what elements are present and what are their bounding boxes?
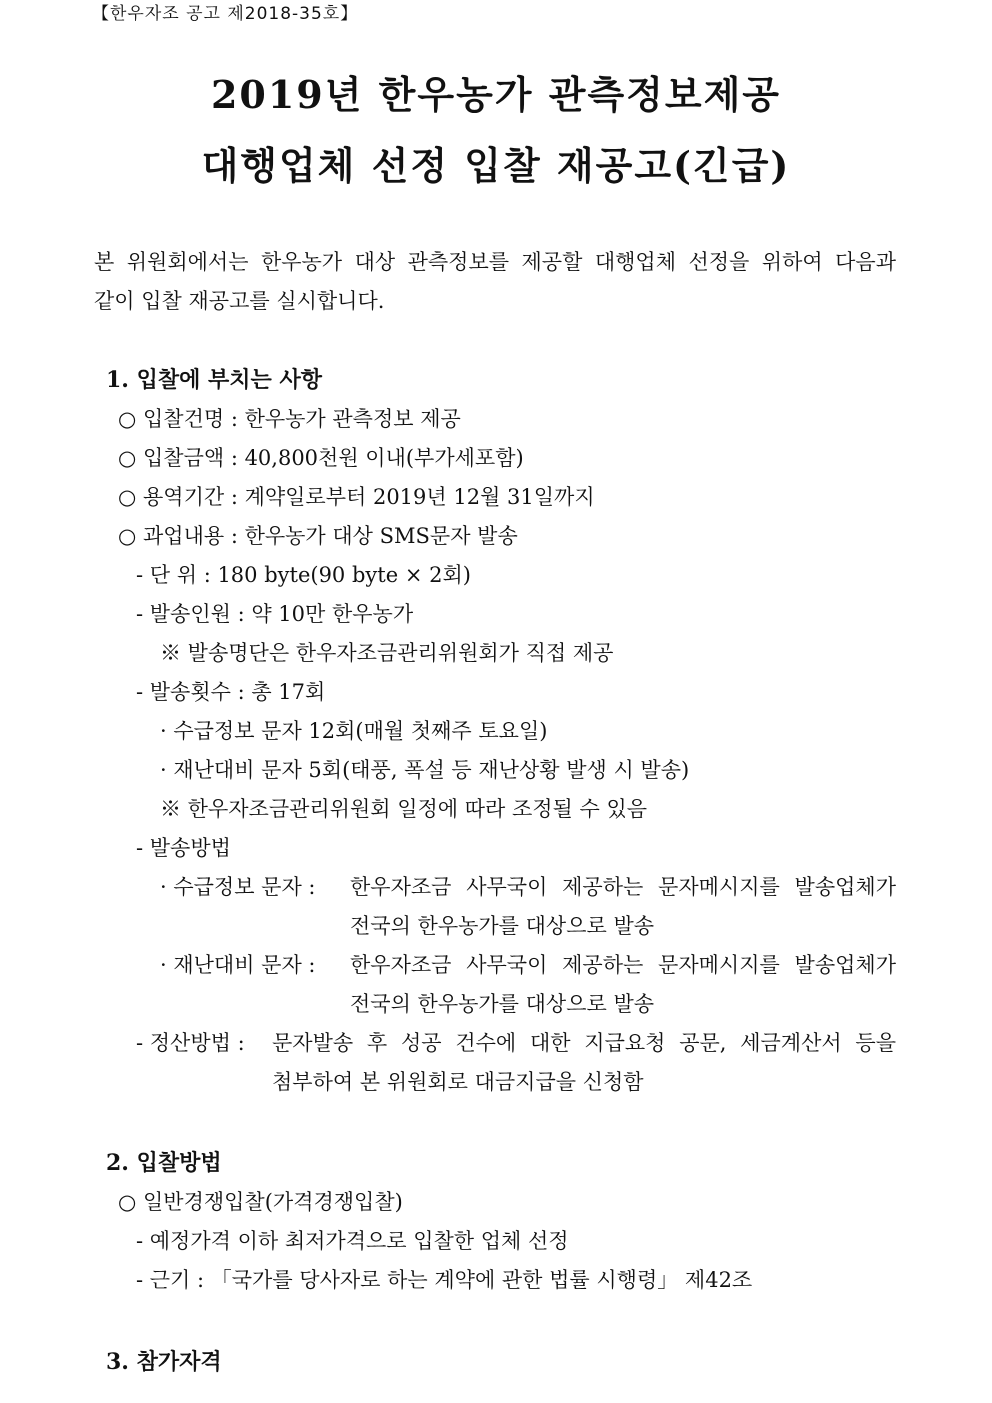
settlement-label: - 정산방법 : [136, 1031, 245, 1055]
bid-name: ○ 입찰건명 : 한우농가 관측정보 제공 [118, 407, 461, 431]
method-supply-label: · 수급정보 문자 : [160, 875, 316, 899]
send-method: - 발송방법 [136, 836, 231, 860]
intro-line-2: 같이 입찰 재공고를 실시합니다. [94, 289, 385, 313]
bid-method-selection: - 예정가격 이하 최저가격으로 입찰한 업체 선정 [136, 1229, 569, 1253]
doc-number: 【한우자조 공고 제2018-35호】 [92, 4, 359, 24]
bid-method: ○ 일반경쟁입찰(가격경쟁입찰) [118, 1190, 403, 1214]
method-supply-line-1: 한우자조금 사무국이 제공하는 문자메시지를 발송업체가 [350, 875, 896, 899]
section-1-heading: 1. 입찰에 부치는 사항 [106, 367, 322, 393]
bid-method-basis: - 근기 : 「국가를 당사자로 하는 계약에 관한 법률 시행령」 제42조 [136, 1268, 753, 1292]
send-count-disaster: · 재난대비 문자 5회(태풍, 폭설 등 재난상황 발생 시 발송) [160, 758, 690, 782]
unit: - 단 위 : 180 byte(90 byte × 2회) [136, 563, 471, 587]
method-disaster-label: · 재난대비 문자 : [160, 953, 316, 977]
task-content: ○ 과업내용 : 한우농가 대상 SMS문자 발송 [118, 524, 518, 548]
method-disaster-line-2: 전국의 한우농가를 대상으로 발송 [350, 992, 655, 1016]
bid-amount: ○ 입찰금액 : 40,800천원 이내(부가세포함) [118, 446, 524, 470]
send-count: - 발송횟수 : 총 17회 [136, 680, 326, 704]
recipients-note: ※ 발송명단은 한우자조금관리위원회가 직접 제공 [160, 641, 614, 665]
settlement-line-2: 첨부하여 본 위원회로 대금지급을 신청함 [272, 1070, 644, 1094]
send-count-supply: · 수급정보 문자 12회(매월 첫째주 토요일) [160, 719, 548, 743]
send-count-note: ※ 한우자조금관리위원회 일정에 따라 조정될 수 있음 [160, 797, 648, 821]
settlement-line-1: 문자발송 후 성공 건수에 대한 지급요청 공문, 세금계산서 등을 [272, 1031, 896, 1055]
method-disaster-line-1: 한우자조금 사무국이 제공하는 문자메시지를 발송업체가 [350, 953, 896, 977]
section-2-heading: 2. 입찰방법 [106, 1150, 222, 1176]
intro-line-1: 본 위원회에서는 한우농가 대상 관측정보를 제공할 대행업체 선정을 위하여 다음과 [94, 250, 896, 274]
recipients: - 발송인원 : 약 10만 한우농가 [136, 602, 414, 626]
service-period: ○ 용역기간 : 계약일로부터 2019년 12월 31일까지 [118, 485, 595, 509]
section-3-heading: 3. 참가자격 [106, 1349, 222, 1375]
title-line-1: 2019년 한우농가 관측정보제공 [210, 72, 781, 117]
method-supply-line-2: 전국의 한우농가를 대상으로 발송 [350, 914, 655, 938]
title-line-2: 대행업체 선정 입찰 재공고(긴급) [201, 143, 791, 188]
